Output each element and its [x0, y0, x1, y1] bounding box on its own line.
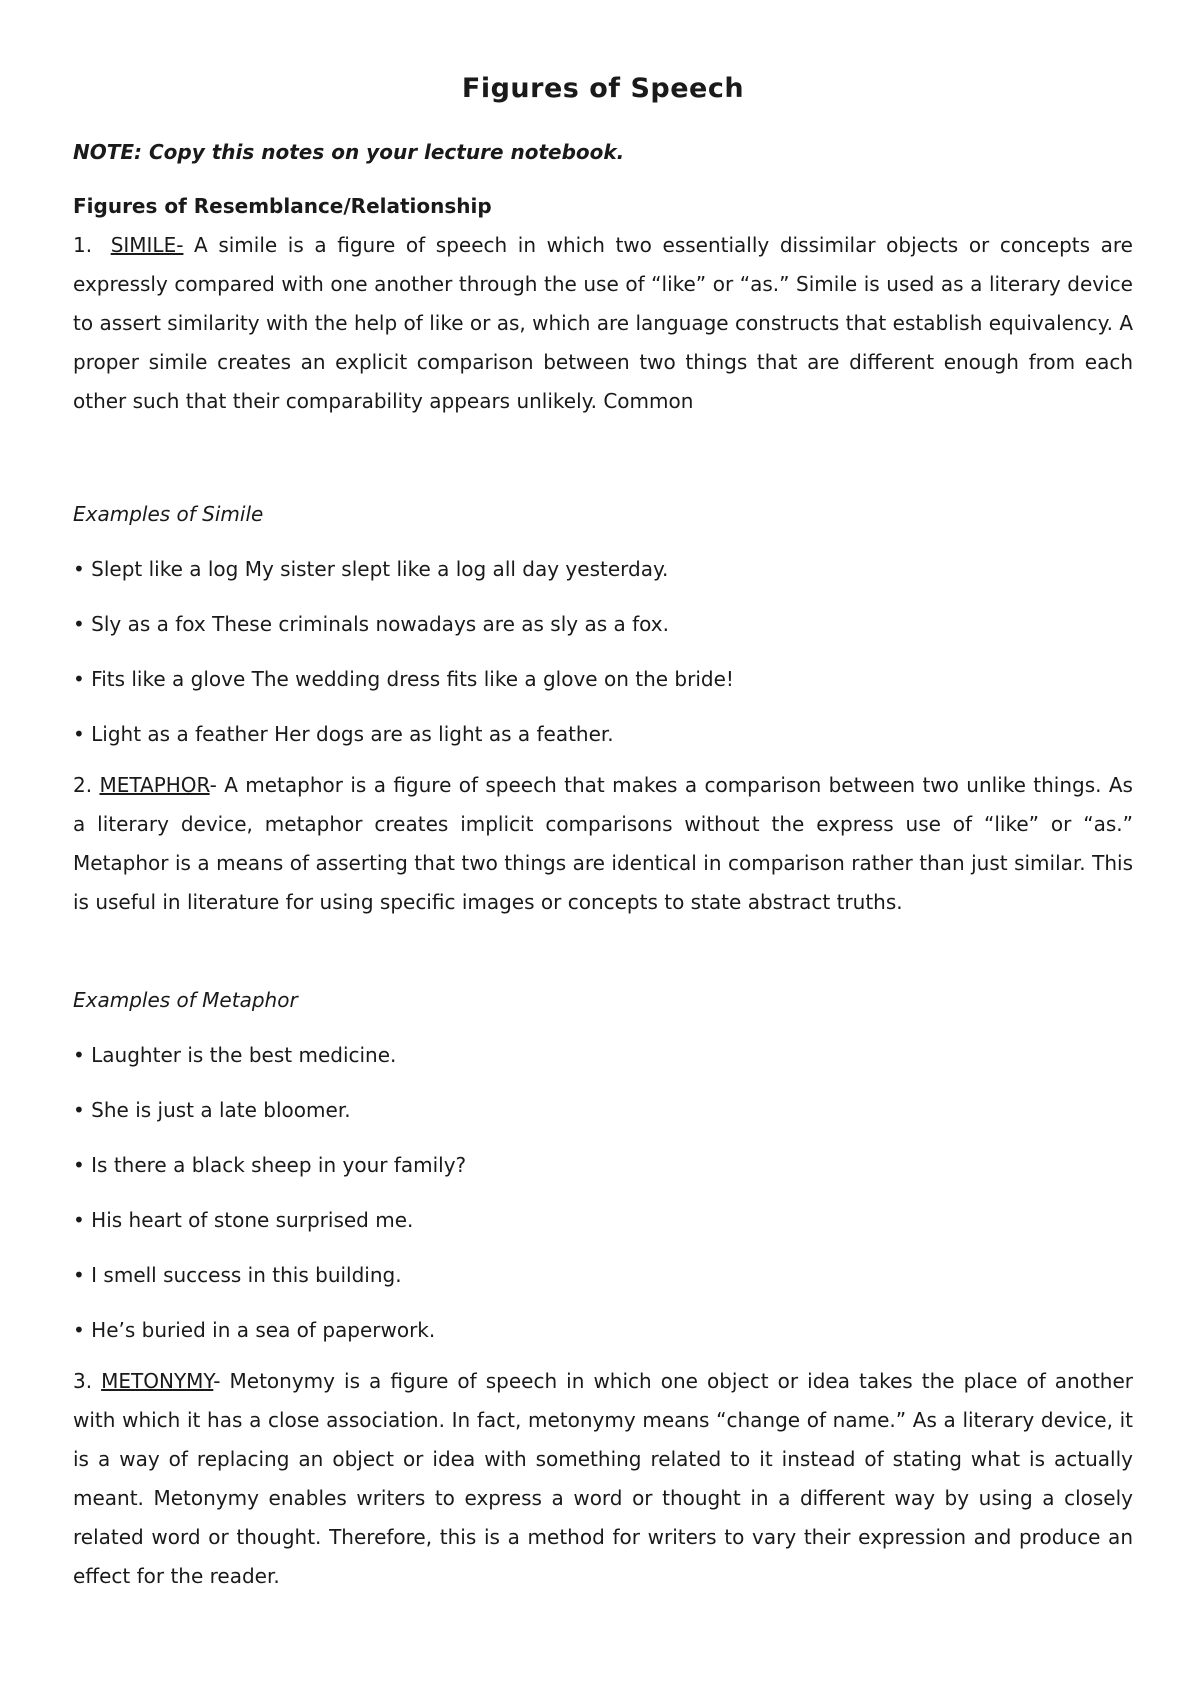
simile-number: 1.	[73, 233, 103, 257]
page-title: Figures of Speech	[461, 73, 745, 104]
metaphor-example-item: • His heart of stone surprised me.	[73, 1208, 414, 1232]
metonymy-body: - Metonymy is a figure of speech in which one object or idea takes the place of another with which it has a close association. In fact, metonymy means “change of name.” As a literary device, it is a way of replacing an object or idea with something related to it instead of stating what is actually meant. Metonymy enables writers to express a word or thought in a different way by using a closely related word or thought. Therefore, this is a method for writers to vary their expression and produce an effect for the reader.	[73, 1369, 1133, 1588]
metonymy-number: 3.	[73, 1369, 102, 1393]
simile-example-item: • Sly as a fox These criminals nowadays are as sly as a fox.	[73, 612, 669, 636]
simile-example-item: • Light as a feather Her dogs are as light as a feather.	[73, 722, 614, 746]
metaphor-examples-label: Examples of Metaphor	[73, 988, 298, 1012]
metonymy-paragraph	[73, 1362, 1133, 1596]
metaphor-example-item: • He’s buried in a sea of paperwork.	[73, 1318, 436, 1342]
metaphor-paragraph	[73, 766, 1133, 922]
metaphor-body: - A metaphor is a figure of speech that makes a comparison between two unlike things. As a literary device, metaphor creates implicit comparisons without the express use of “like” or “as.” Metaphor is a means of asserting that two things are identical in comparison rather than just similar. This is useful in literature for using specific images or concepts to state abstract truths.	[73, 773, 1133, 914]
simile-term: SIMILE-	[110, 233, 184, 257]
metonymy-term: METONYMY	[101, 1369, 214, 1393]
simile-examples-label: Examples of Simile	[73, 502, 264, 526]
section-heading: Figures of Resemblance/Relationship	[73, 194, 492, 218]
metaphor-number: 2.	[73, 773, 100, 797]
simile-example-item: • Fits like a glove The wedding dress fits like a glove on the bride!	[73, 667, 734, 691]
simile-example-item: • Slept like a log My sister slept like a log all day yesterday.	[73, 557, 669, 581]
metaphor-example-item: • Laughter is the best medicine.	[73, 1043, 397, 1067]
simile-body: A simile is a figure of speech in which two essentially dissimilar objects or concepts are expressly compared with one another through the use of “like” or “as.” Simile is used as a literary device to assert similarity with the help of like or as, which are language constructs that establish equivalency. A proper simile creates an explicit comparison between two things that are different enough from each other such that their comparability appears unlikely. Common	[73, 233, 1133, 413]
metaphor-example-item: • She is just a late bloomer.	[73, 1098, 351, 1122]
note-text: NOTE: Copy this notes on your lecture notebook.	[73, 140, 625, 164]
simile-paragraph	[73, 226, 1133, 421]
metaphor-term: METAPHOR	[99, 773, 210, 797]
metaphor-example-item: • Is there a black sheep in your family?	[73, 1153, 467, 1177]
metaphor-example-item: • I smell success in this building.	[73, 1263, 402, 1287]
